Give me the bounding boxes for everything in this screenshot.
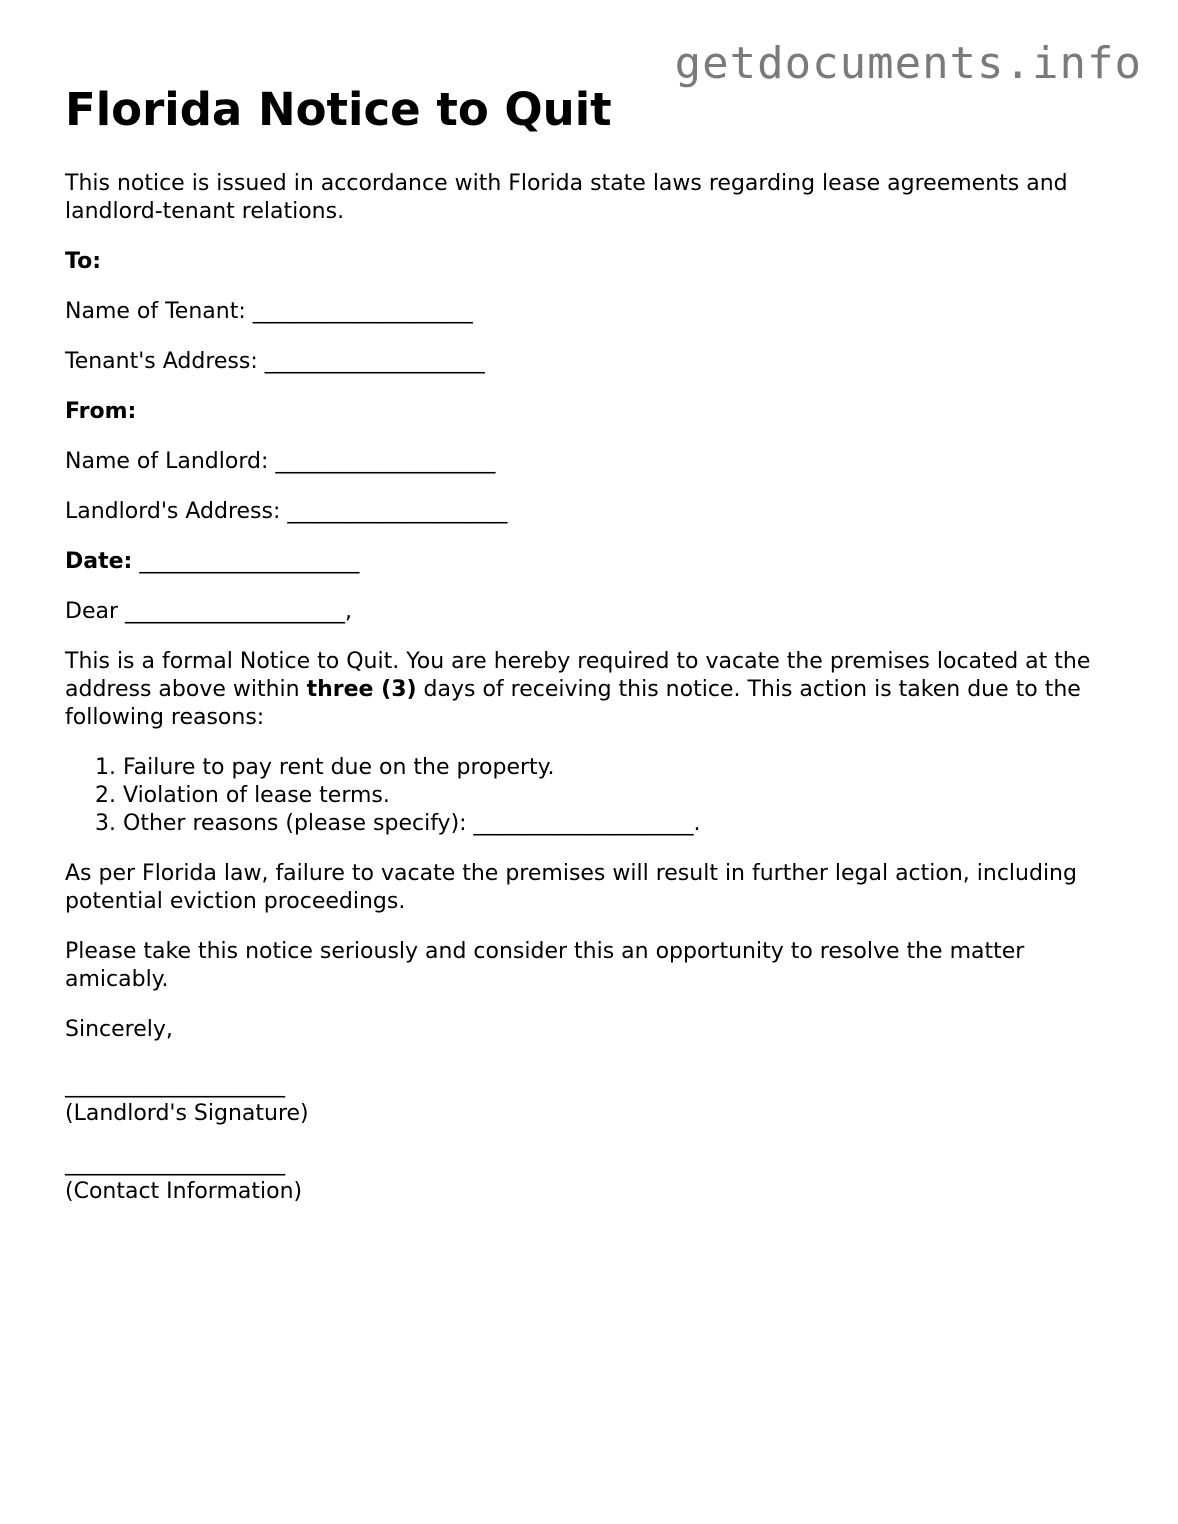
from-heading: From: bbox=[65, 399, 137, 424]
reasons-list bbox=[65, 754, 1125, 838]
reason-item: 1. Failure to pay rent due on the property. bbox=[123, 754, 1125, 782]
reason-item: 2. Violation of lease terms. bbox=[123, 782, 1125, 810]
to-heading: To: bbox=[65, 249, 101, 274]
date-blank: ____________________ bbox=[132, 549, 360, 574]
contact-caption: (Contact Information) bbox=[65, 1179, 303, 1204]
landlord-name-field: Name of Landlord: ____________________ bbox=[65, 449, 496, 474]
tenant-name-field: Name of Tenant: ____________________ bbox=[65, 299, 473, 324]
notice-text-start: This is a formal Notice to Quit. You are hereby required to vacate the premises located at the address above within bbox=[65, 649, 1091, 702]
reason-item: 3. Other reasons (please specify): ____________________. bbox=[123, 810, 1125, 838]
signature-line: ____________________ bbox=[65, 1073, 285, 1098]
date-label: Date: bbox=[65, 549, 133, 574]
date-field bbox=[65, 548, 1125, 576]
signature-caption: (Landlord's Signature) bbox=[65, 1101, 309, 1126]
document-page bbox=[65, 80, 1125, 1206]
document-title: Florida Notice to Quit bbox=[65, 83, 612, 136]
contact-line: ____________________ bbox=[65, 1151, 285, 1176]
legal-warning-paragraph: As per Florida law, failure to vacate the premises will result in further legal action, including potential eviction proceedings. bbox=[65, 861, 1077, 914]
intro-paragraph: This notice is issued in accordance with Florida state laws regarding lease agreements and landlord-tenant relations. bbox=[65, 171, 1068, 224]
notice-paragraph bbox=[65, 648, 1125, 732]
notice-text-end: days of receiving this notice. This action is taken due to the following reasons: bbox=[65, 677, 1081, 730]
landlord-address-field: Landlord's Address: ____________________ bbox=[65, 499, 508, 524]
tenant-address-field: Tenant's Address: ____________________ bbox=[65, 349, 485, 374]
sign-off: Sincerely, bbox=[65, 1017, 173, 1042]
watermark: getdocuments.info bbox=[674, 38, 1142, 89]
notice-deadline: three (3) bbox=[306, 677, 417, 702]
closing-request-paragraph: Please take this notice seriously and consider this an opportunity to resolve the matter amicably. bbox=[65, 939, 1025, 992]
salutation: Dear ____________________, bbox=[65, 599, 352, 624]
